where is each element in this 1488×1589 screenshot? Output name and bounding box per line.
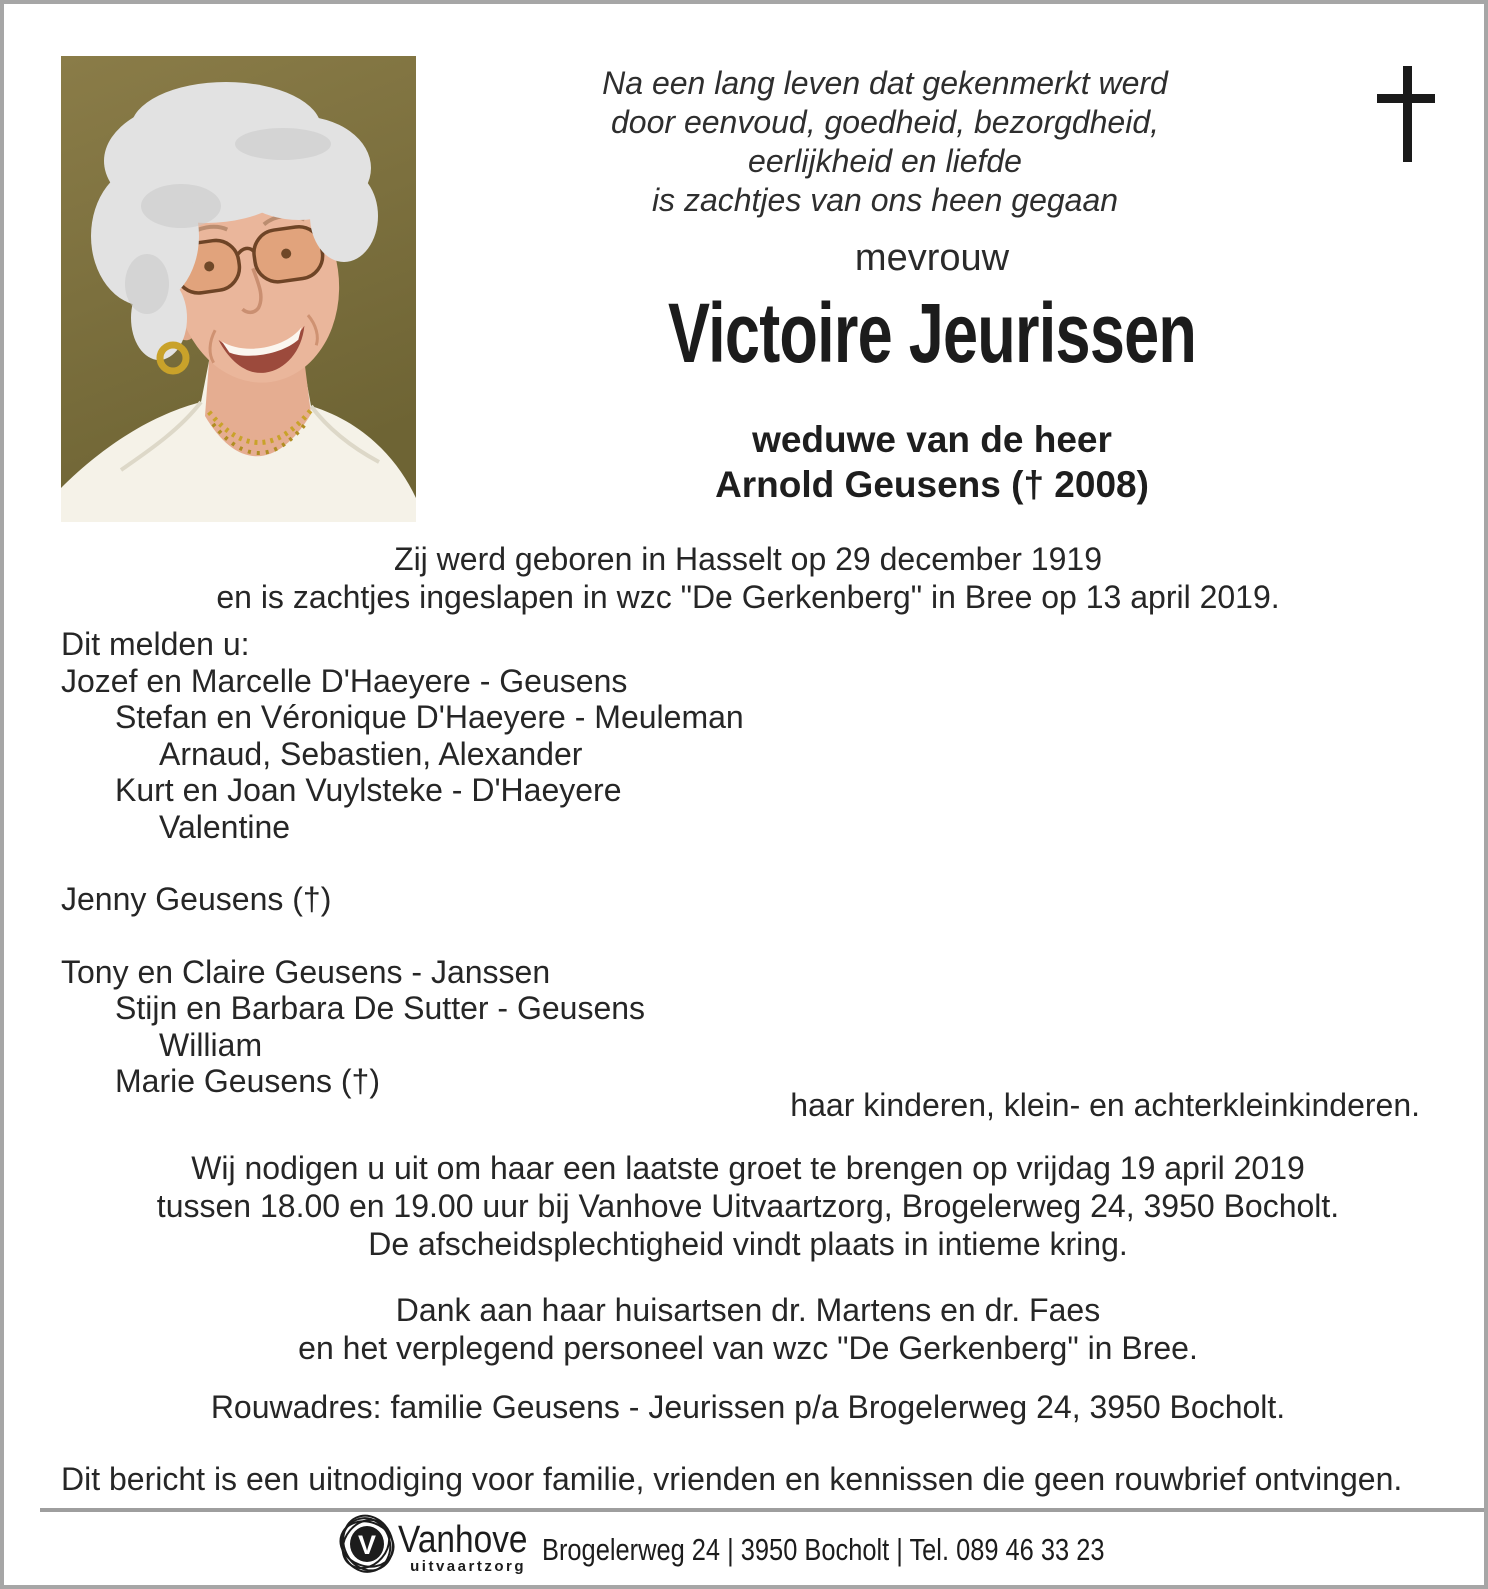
portrait-photo [61, 56, 416, 522]
svg-text:V: V [357, 1530, 377, 1560]
life-dates [4, 540, 1488, 616]
footer-divider [40, 1508, 1484, 1512]
deceased-name-text: Victoire Jeurissen [667, 286, 1197, 380]
epigraph-line: is zachtjes van ons heen gegaan [651, 182, 1119, 218]
invitation-line: De afscheidsplechtigheid vindt plaats in intieme kring. [368, 1226, 1128, 1262]
family-row: Jenny Geusens (†) [61, 881, 332, 917]
family-row: Stefan en Véronique D'Haeyere - Meuleman [115, 699, 744, 735]
invitation [4, 1149, 1488, 1263]
family-row: William [159, 1026, 263, 1063]
family-row: Stijn en Barbara De Sutter - Geusens [115, 990, 646, 1026]
cross-icon [1403, 66, 1412, 162]
brand-name [398, 1519, 545, 1562]
invitation-note: Dit bericht is een uitnodiging voor familie, vrienden en kennissen die geen rouwbrief ontvingen. [61, 1461, 1403, 1497]
family-row: Arnaud, Sebastien, Alexander [159, 735, 583, 772]
cross-icon-bar [1377, 94, 1435, 103]
deceased-name [412, 288, 1452, 378]
footer-address [542, 1532, 1228, 1568]
epigraph-line: door eenvoud, goedheid, bezorgdheid, [611, 104, 1159, 140]
mourning-address: Rouwadres: familie Geusens - Jeurissen p/a Brogelerweg 24, 3950 Bocholt. [210, 1389, 1286, 1425]
gratitude-line: en het verplegend personeel van wzc "De Gerkenberg" in Bree. [298, 1330, 1198, 1366]
widow-line: Arnold Geusens († 2008) [715, 464, 1149, 505]
epigraph-line: Na een lang leven dat gekenmerkt werd [602, 65, 1168, 101]
family-row: Marie Geusens (†) [115, 1063, 380, 1099]
brand-subtitle: uitvaartzorg [410, 1558, 526, 1575]
gratitude-line: Dank aan haar huisartsen dr. Martens en dr. Faes [395, 1292, 1101, 1328]
birth-line: Zij werd geboren in Hasselt op 29 december 1919 [394, 541, 1102, 577]
family-row: Valentine [159, 808, 291, 845]
family-row: Kurt en Joan Vuylsteke - D'Haeyere [115, 772, 622, 808]
family-list [61, 626, 744, 1100]
family-intro: Dit melden u: [61, 626, 250, 662]
death-line: en is zachtjes ingeslapen in wzc "De Gerkenberg" in Bree op 13 april 2019. [216, 579, 1280, 615]
invitation-line: Wij nodigen u uit om haar een laatste groet te brengen op vrijdag 19 april 2019 [191, 1150, 1305, 1186]
vanhove-logo-icon [336, 1513, 398, 1575]
salutation: mevrouw [854, 237, 1010, 279]
epigraph [414, 64, 1356, 220]
widow-line: weduwe van de heer [752, 419, 1112, 460]
relatives-closing: haar kinderen, klein- en achterkleinkinderen. [790, 1087, 1420, 1123]
family-row: Jozef en Marcelle D'Haeyere - Geusens [61, 662, 628, 699]
brand-name-text: Vanhove [398, 1519, 528, 1561]
epigraph-line: eerlijkheid en liefde [748, 143, 1022, 179]
family-row: Tony en Claire Geusens - Janssen [61, 953, 551, 990]
widow-of [412, 417, 1452, 507]
footer-address-text: Brogelerweg 24 | 3950 Bocholt | Tel. 089 46 33 23 [542, 1532, 1105, 1567]
gratitude [4, 1291, 1488, 1367]
invitation-line: tussen 18.00 en 19.00 uur bij Vanhove Uitvaartzorg, Brogelerweg 24, 3950 Bocholt. [156, 1188, 1340, 1224]
